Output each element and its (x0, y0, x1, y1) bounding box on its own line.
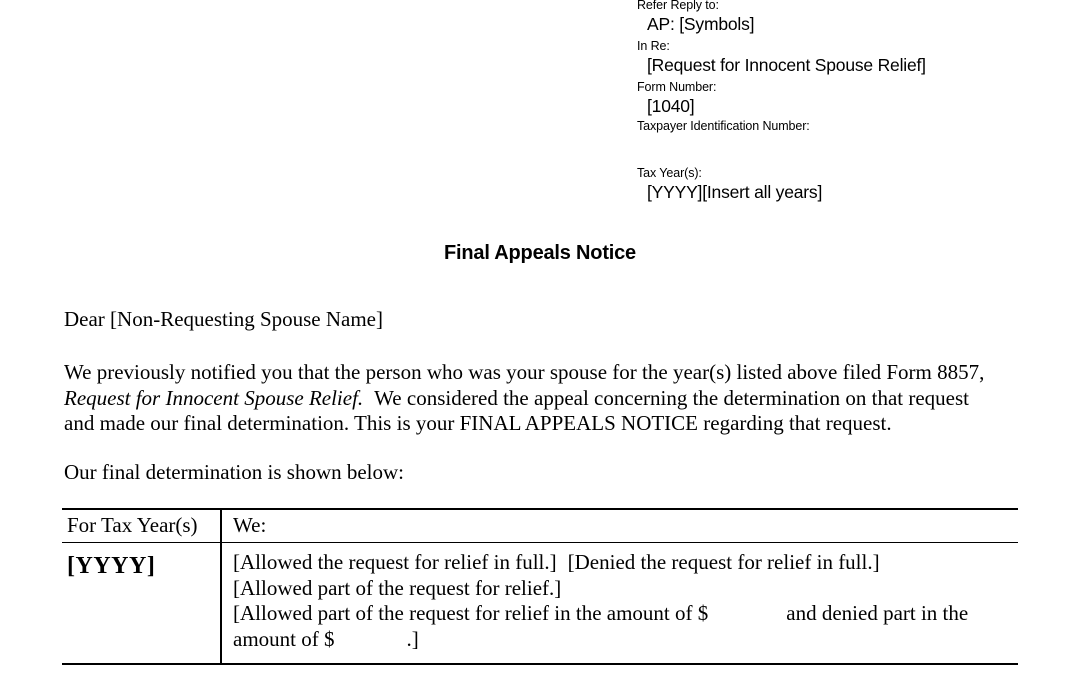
determination-option-line-1 (233, 550, 1018, 576)
letter-body (64, 306, 1016, 485)
refer-reply-to-value: AP: [Symbols] (647, 14, 755, 34)
determination-table (62, 508, 1018, 665)
intro-paragraph-line-3: and made our final determination. This is your FINAL APPEALS NOTICE regarding that request. (64, 411, 892, 435)
tax-years-value: [YYYY][Insert all years] (647, 182, 823, 202)
determination-option-line-4 (233, 627, 1018, 653)
letter-header-block (637, 0, 1067, 204)
intro-paragraph-line-2 (64, 386, 1012, 412)
determination-options (233, 543, 1018, 652)
taxpayer-identification-number-value (637, 134, 1067, 158)
intro-paragraph-line-2-rest: We considered the appeal concerning the determination on that request (374, 385, 970, 410)
table-header-year-label: For Tax Year(s) (67, 513, 198, 537)
option-allowed-part: [Allowed part of the request for relief.] (233, 575, 562, 600)
salutation: Dear [Non-Requesting Spouse Name] (64, 307, 383, 331)
table-row-bottom-border (62, 663, 1018, 665)
option-amount-close: .] (406, 626, 419, 651)
refer-reply-to-label: Refer Reply to: (637, 0, 719, 12)
table-header-cell-action (222, 510, 1018, 540)
option-amount-label: amount of $ (233, 626, 335, 651)
tax-years-label: Tax Year(s): (637, 166, 702, 180)
taxpayer-identification-number-label: Taxpayer Identification Number: (637, 119, 810, 133)
intro-paragraph (64, 360, 1012, 437)
table-cell-action (222, 543, 1018, 652)
in-re-label: In Re: (637, 39, 670, 53)
option-allowed-in-full: [Allowed the request for relief in full.] (233, 550, 557, 574)
table-header-cell-year (62, 510, 220, 540)
table-row-year-value: [YYYY] (67, 553, 156, 579)
page-title: Final Appeals Notice (444, 242, 636, 264)
form-number-value: [1040] (647, 96, 695, 116)
option-denied-part-text: and denied part in the (786, 601, 969, 625)
intro-paragraph-line-1: We previously notified you that the person who was your spouse for the year(s) listed above filed Form 8857, (64, 360, 985, 384)
table-row (62, 543, 1018, 663)
determination-option-line-3 (233, 601, 1018, 627)
in-re-value: [Request for Innocent Spouse Relief] (647, 55, 926, 75)
table-cell-year (62, 543, 220, 583)
table-header-row (62, 510, 1018, 542)
table-header-action-label: We: (233, 513, 267, 537)
option-denied-in-full: [Denied the request for relief in full.] (567, 550, 880, 574)
determination-lead-in: Our final determination is shown below: (64, 459, 405, 484)
option-allowed-part-amount: [Allowed part of the request for relief in the amount of $ (233, 601, 709, 625)
form-number-label: Form Number: (637, 80, 717, 94)
form-title-italic: Request for Innocent Spouse Relief. (64, 385, 364, 410)
